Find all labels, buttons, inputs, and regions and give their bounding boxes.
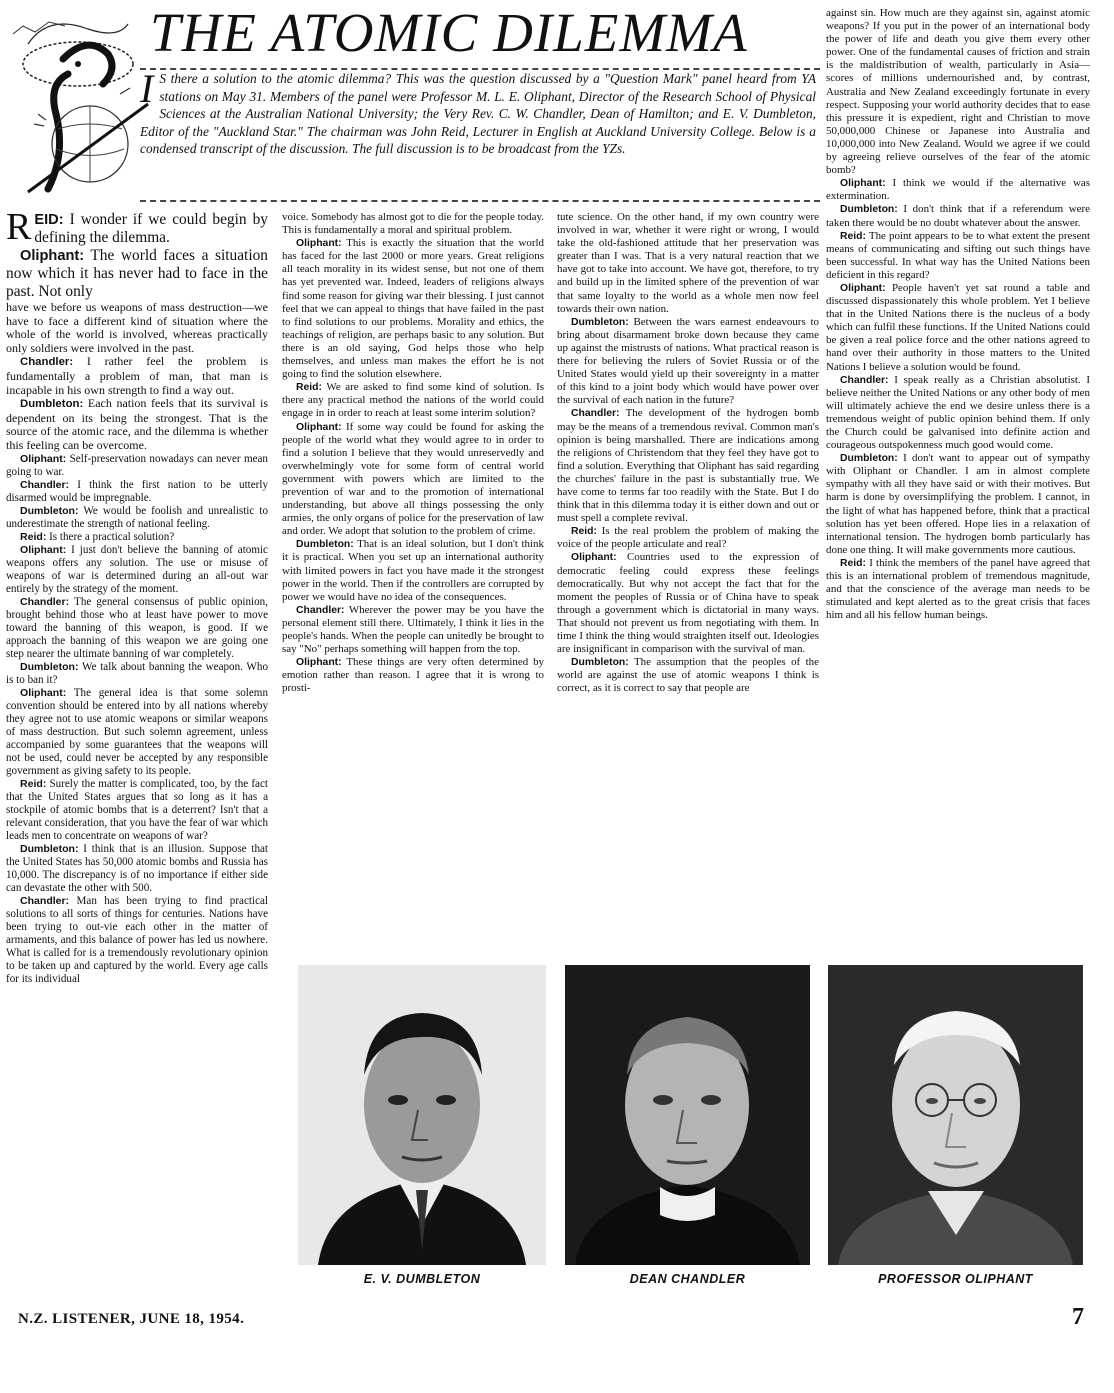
speaker-name: Oliphant: <box>840 282 886 294</box>
paragraph-text: I think the members of the panel have agreed that this is an international problem of tremendous magnitude, and that the conscience of the average man needs to be stimulated and kept alerted as to the great crisis that faces him and all his fellow human beings. <box>826 556 1091 622</box>
paragraph-text: tute science. On the other hand, if my own country were involved in war, whether it were right or wrong, I would take the old-fashioned attitude that her preservation was greater than I was. That is a very natural reaction that we have got to take into account. We have got, therefore, to try and build up in the limited sphere of the prevention of war that same loyalty to the world as a whole men now feel towards their own nation. <box>557 211 819 315</box>
speaker-name: Dumbleton: <box>20 660 79 673</box>
paragraph-text: The point appears to be to what extent the present means of communicating and sifting out such things have been successful. In what way has the United Nations been deficient in this regard? <box>826 229 1090 281</box>
paragraph-text: I think that is an illusion. Suppose that the United States has 50,000 atomic bombs and Russia has 10,000. The discrepancy is of no importance if either side can devastate the other with 500. <box>6 842 268 894</box>
paragraph <box>826 282 1090 374</box>
speaker-name: Oliphant: <box>20 248 85 264</box>
speaker-name: Reid: <box>840 557 866 569</box>
paragraph <box>6 453 268 479</box>
portrait-photo-dumbleton <box>298 965 546 1265</box>
paragraph-text: If some way could be found for asking the people of the world what they would agree to in order to find a solution I believe that they would unreservedly and overwhelmingly vote for some form of central world government with powers which are limited to the prevention of war and to the promotion of international understanding, but above all things possessing the only armies, the only organs of police for the preservation of law and order. We adopt that solution to the problem of crime. <box>282 420 545 538</box>
paragraph-text: have we before us weapons of mass destruction—we have to face a different kind of situation where the whole of the world is involved, whereas practically only soldiers were involved in the past. <box>6 300 268 355</box>
speaker-name: Reid: <box>571 526 597 538</box>
paragraph-text: I speak really as a Christian absolutist. I believe neither the United Nations or any other body of men will ultimately achieve the end we desire unless there is a tremendous weight of public opinion behind them. If only the Church could be galvanised into definite action and courageous outspokenness much good would come. <box>826 373 1090 452</box>
column-1 <box>6 206 269 986</box>
paragraph <box>557 316 819 408</box>
paragraph-text: This is exactly the situation that the world has faced for the last 2000 or more years. Great religions all teach morality in its widest sense, but not one of them has yet prevented war. Indeed, leaders of religions always find some reason for giving war their blessing. I just cannot feel that we can appeal to things that have failed in the past to find solutions to our problems. Morality and ethics, the teachings of religion, are perhaps basic to any solution. But there is an old saying, God helps those who help themselves, and unless man makes the effort he is not going to find the solution elsewhere. <box>282 237 544 381</box>
paragraph <box>6 778 268 843</box>
paragraph <box>826 177 1090 203</box>
paragraph-text: Between the wars earnest endeavours to bring about disarmament broke down because they came up against the mistrusts of nations. What practical reason is there for believing the rulers of Soviet Russia or of the United States would yield up their sovereignty in a matter of this kind to a joint body which would have power over the survival of each nation in the future? <box>557 315 819 407</box>
intro-dropcap: I <box>140 66 154 111</box>
paragraph-text: The development of the hydrogen bomb may be the means of a tremendous revival. Common man's opinion is being marshalled. There are indications among the religions of Christendom that they feel they have got to find a solution. Everything that Oliphant has said regarding the churches' failure in the past is substantially true. We have come to terms far too readily with the State. But I do think that in this dilemma today it is either down and out or must spell a complete revival. <box>557 407 819 525</box>
paragraph-text: I rather feel the problem is fundamentally a problem of man, that man is incapable in his own strength to find a way out. <box>6 354 268 397</box>
speaker-name: Chandler: <box>20 894 70 907</box>
paragraph-text: I don't think that if a referendum were taken there would be no doubt whatever about the answer. <box>826 203 1091 229</box>
paragraph <box>6 895 268 986</box>
paragraph-text: I wonder if we could begin by defining the dilemma. <box>34 211 268 246</box>
paragraph <box>282 421 544 539</box>
paragraph-text: Wherever the power may be you have the personal element still there. Ultimately, I think it lies in the people's hands. When the people can unitedly be brought to say "No" perhaps something will happen from the top. <box>282 603 544 656</box>
portrait-photo-chandler <box>565 965 810 1265</box>
intro-paragraph <box>140 66 816 158</box>
speaker-name: Dumbleton: <box>296 539 354 551</box>
paragraph <box>826 452 1090 557</box>
paragraph-text: Is there a practical solution? <box>49 530 175 543</box>
publication-footer: N.Z. LISTENER, JUNE 18, 1954. <box>18 1311 245 1327</box>
speaker-name: Oliphant: <box>20 686 67 699</box>
intro-divider <box>140 200 820 202</box>
page-number: 7 <box>1072 1304 1084 1330</box>
speaker-name: Chandler: <box>20 356 74 369</box>
paragraph <box>826 7 1090 177</box>
column-2 <box>282 211 544 695</box>
paragraph <box>6 687 268 778</box>
speaker-name: Oliphant: <box>296 238 342 250</box>
photo-caption: DEAN CHANDLER <box>629 1272 746 1286</box>
speaker-name: Chandler: <box>571 408 620 420</box>
speaker-name: Oliphant: <box>20 452 67 465</box>
paragraph-text: I don't want to appear out of sympathy with Oliphant or Chandler. I am in almost complete sympathy with all they have said or with their motives. But harm is done by oversimplifying the problem. I cannot, in the light of what has happened before, think that a practical solution has yet been offered. Hope lies in a relaxation of international tension. The hydrogen bomb particularly has done one thing. It will make governments more cautious. <box>826 452 1091 556</box>
paragraph-text: voice. Somebody has almost got to die for the people today. This is fundamentally a moral and spiritual problem. <box>282 211 544 237</box>
speaker-name: Dumbleton: <box>840 453 898 465</box>
paragraph-text: That is an ideal solution, but I don't think it is practical. When you set up an international authority with limited powers in fact you have made it the strongest power in the world. Then if the controllers are corrupted by power we would have no idea of the consequences. <box>282 538 544 603</box>
paragraph <box>557 407 819 525</box>
dropcap: R <box>6 206 32 248</box>
speaker-name: Dumbleton: <box>20 504 79 517</box>
portrait-icon <box>298 965 546 1265</box>
paragraph-text: We talk about banning the weapon. Who is to ban it? <box>6 660 268 686</box>
speaker-name: EID: <box>34 212 64 228</box>
paragraph <box>6 661 268 687</box>
photo-caption: E. V. DUMBLETON <box>363 1272 481 1286</box>
paragraph <box>6 544 268 596</box>
paragraph-text: People haven't yet sat round a table and discussed dispassionately this whole problem. Yet I believe that in the United Nations there is the nucleus of a body which can fulfil these functions. If the United Nations could be given a real police force and the other nations agreed to hand over their authority in those matters to the United Nations I believe a solution would be found. <box>826 281 1091 373</box>
paragraph <box>557 656 819 695</box>
speaker-name: Oliphant: <box>571 552 617 564</box>
paragraph-text: We are asked to find some kind of solution. Is there any practical method the nations of the world could engage in in order to reach at least some interim solution? <box>282 381 544 420</box>
paragraph-text: Countries used to the expression of democratic feeling could express these feelings democratically. But why not accept the fact that for the moment the peoples of Russia or of China have to speak through a government which is dictatorial in many ways. That should not prevent us from negotiating with them. In time I think the thing would straighten itself out. Ideologies are insignificant in comparison with the survival of man. <box>557 551 819 656</box>
paragraph <box>6 479 268 505</box>
paragraph-text: The general consensus of public opinion, brought behind those who at least have power to move toward the banning of this weapon, is good. If we approach the banning of this weapon we are going one step nearer the ultimate banning of war completely. <box>6 595 268 660</box>
paragraph <box>557 525 819 551</box>
paragraph <box>6 301 268 355</box>
column-3 <box>557 211 819 695</box>
portrait-icon <box>565 965 810 1265</box>
paragraph-text: Is the real problem the problem of making the voice of the people articulate and real? <box>557 525 819 551</box>
speaker-name: Reid: <box>296 382 322 394</box>
paragraph <box>282 604 544 656</box>
paragraph-text: against sin. How much are they against sin, against atomic weapons? If you put in the power of an international body the power of life and death you give them every other power. One of the fundamental causes of friction and strain is the maldistribution of wealth, particularly in Asia—scores of millions undernourished and, by contrast, Australia and New Zealand exceedingly fortunate in every respect. Supposing your world authority decides that to ease this pressure it is expedient, right and Christian to move 50,000,000 Chinese or Japanese into Australia and 10,000,000 into New Zealand. Would we agree if we could by agreeing relieve ourselves of the fear of the atomic bomb? <box>826 7 1090 177</box>
speaker-name: Dumbleton: <box>840 204 898 216</box>
speaker-name: Reid: <box>20 777 47 790</box>
paragraph <box>826 557 1090 622</box>
paragraph-text: Man has been trying to find practical solutions to all sorts of things for centuries. Nations have been trying to out-vie each other in the matter of armaments, and this balance of power has led us nowhere. What is called for is a tremendously revolutionary opinion to be taken up and captured by the world. Every age calls for its individual <box>6 894 268 985</box>
speaker-name: Chandler: <box>20 595 70 608</box>
paragraph-text: The assumption that the peoples of the world are against the use of atomic weapons I think is correct, as it is correct to say that people are <box>557 656 819 695</box>
paragraph-text: The general idea is that some solemn convention should be entered into by all nations whereby they agree not to use atomic weapons or similar weapons of mass destruction. But such solemn agreement, unless accompanied by some guarantees that the weapons will not be used, could never be accepted by any responsible government as giving safety to its people. <box>6 686 268 777</box>
speaker-name: Oliphant: <box>840 178 886 190</box>
speaker-name: Chandler: <box>840 374 889 386</box>
paragraph-text: These things are very often determined by emotion rather than reason. I agree that it is wrong to prosti- <box>282 656 545 695</box>
paragraph <box>6 843 268 895</box>
speaker-name: Chandler: <box>20 478 70 491</box>
paragraph-text: Surely the matter is complicated, too, by the fact that the United States argues that so long as it has a stockpile of atomic bombs that is a deterrent? Isn't that a relevant consideration, that you have the fear of war which leads men to concentrate on weapons of war? <box>6 777 268 842</box>
paragraph <box>6 505 268 531</box>
paragraph-text: I think we would if the alternative was extermination. <box>826 177 1090 203</box>
column-4 <box>826 7 1090 622</box>
paragraph <box>6 355 268 397</box>
paragraph-text: I think the first nation to be utterly disarmed would be impregnable. <box>6 478 268 504</box>
paragraph-text: Self-preservation nowadays can never mean going to war. <box>6 452 268 478</box>
paragraph <box>557 551 819 656</box>
paragraph <box>282 538 544 603</box>
speaker-name: Oliphant: <box>296 421 342 433</box>
paragraph <box>557 211 819 316</box>
speaker-name: Chandler: <box>296 604 345 616</box>
paragraph <box>6 206 268 248</box>
portrait-icon <box>828 965 1083 1265</box>
speaker-name: Dumbleton: <box>20 842 79 855</box>
paragraph <box>826 230 1090 282</box>
speaker-name: Dumbleton: <box>571 657 629 669</box>
paragraph <box>6 247 268 301</box>
portrait-photo-oliphant <box>828 965 1083 1265</box>
paragraph <box>6 397 268 452</box>
paragraph <box>826 203 1090 229</box>
photo-caption: PROFESSOR OLIPHANT <box>878 1272 1033 1286</box>
paragraph <box>282 381 544 420</box>
speaker-name: Oliphant: <box>20 543 67 556</box>
speaker-name: Dumbleton: <box>571 316 629 328</box>
paragraph <box>826 374 1090 453</box>
paragraph <box>282 656 544 695</box>
paragraph <box>6 531 268 544</box>
paragraph-text: Each nation feels that its survival is dependent on its being the strongest. That is the source of the atomic race, and the dilemma is whether this feeling can be overcome. <box>6 396 269 452</box>
paragraph <box>282 211 544 237</box>
paragraph-text: I just don't believe the banning of atomic weapons offers any solution. The use or misuse of weapons of war is determined during an all-out war entirely by the strategy of the moment. <box>6 543 268 595</box>
speaker-name: Reid: <box>840 230 866 242</box>
paragraph <box>282 237 544 381</box>
paragraph <box>6 596 268 661</box>
speaker-name: Reid: <box>20 530 47 543</box>
article-title: THE ATOMIC DILEMMA <box>150 2 748 63</box>
paragraph-text: The world faces a situation now which it has never had to face in the past. Not only <box>6 247 268 300</box>
intro-text: S there a solution to the atomic dilemma? This was the question discussed by a "Question Mark" panel heard from YA stations on May 31. Members of the panel were Professor M. L. E. Oliphant, Director of the Research School of Physical Sciences at the Australian National University; the Very Rev. C. W. Chandler, Dean of Hamilton; and E. V. Dumbleton, Editor of the "Auckland Star." The chairman was John Reid, Lecturer in English at Auckland University College. Below is a condensed transcript of the discussion. The full discussion is to be broadcast from the YZs. <box>140 71 816 157</box>
paragraph-text: We would be foolish and unrealistic to underestimate the strength of national feeling. <box>6 504 268 530</box>
speaker-name: Dumbleton: <box>20 398 84 411</box>
speaker-name: Oliphant: <box>296 657 342 669</box>
